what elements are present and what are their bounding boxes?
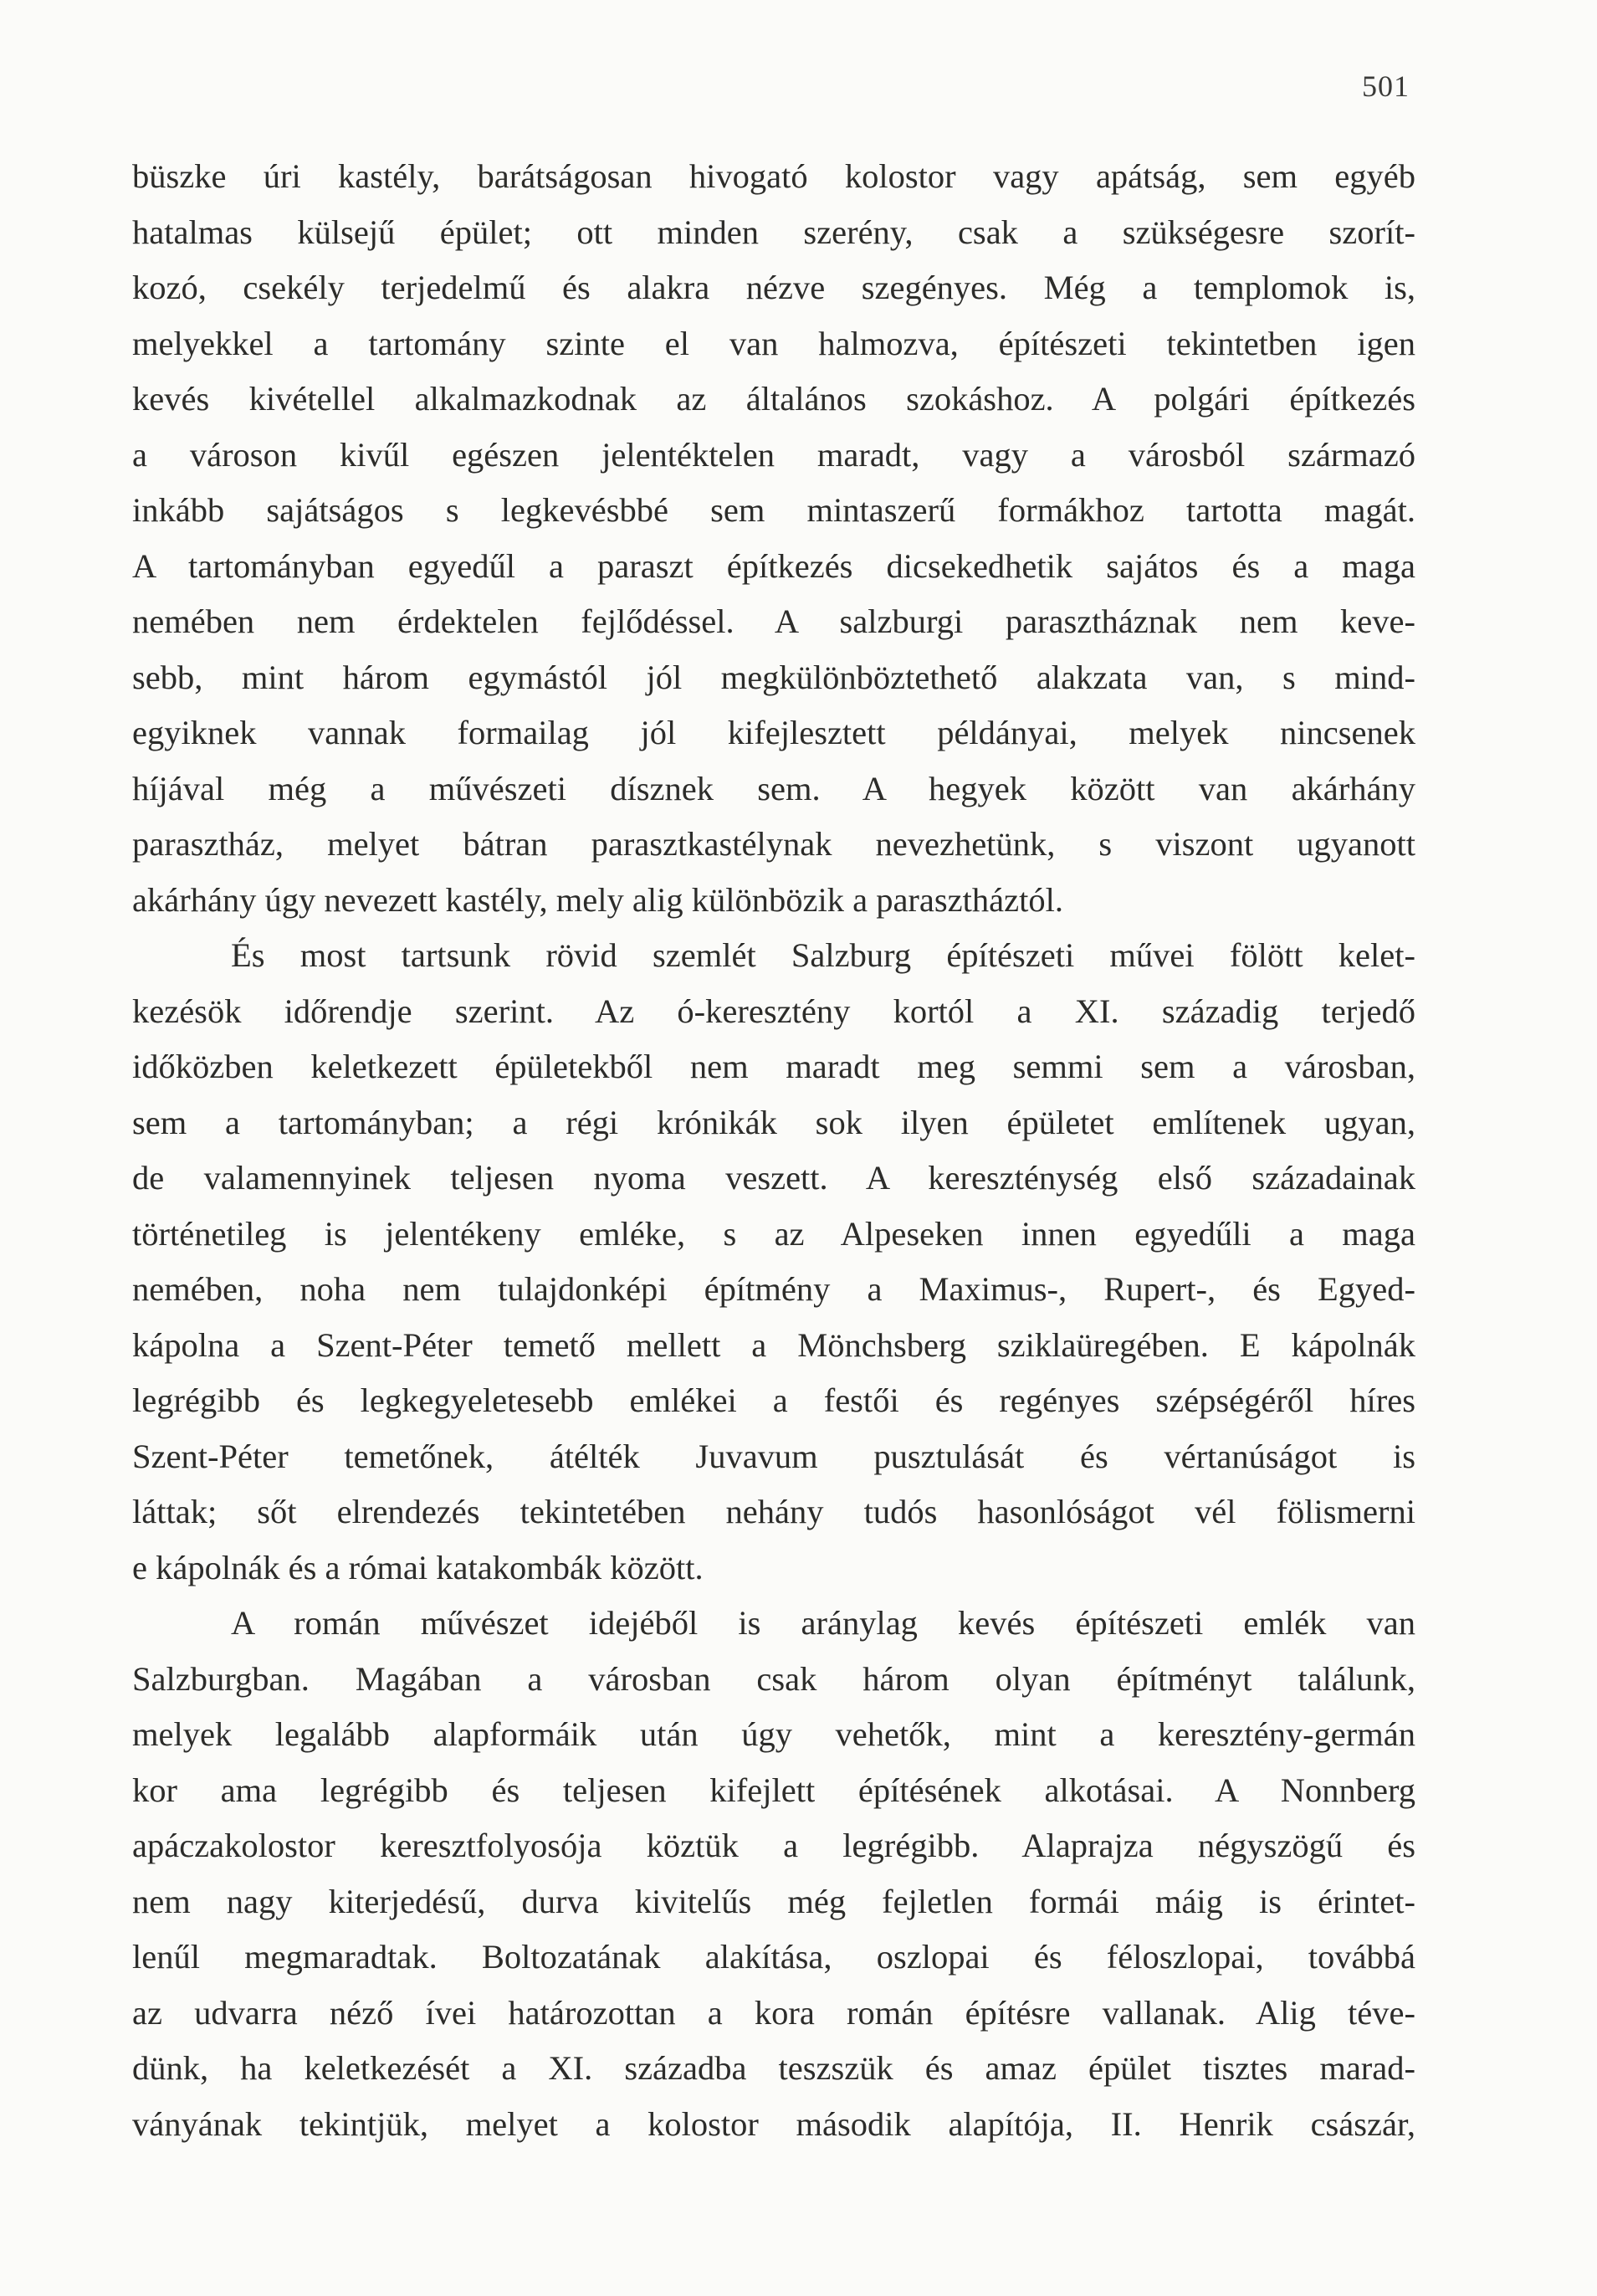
text-line: büszke úri kastély, barátságosan hivogató kolostor vagy apátság, sem egyéb	[132, 157, 1415, 195]
text-line: a városon kivűl egészen jelentéktelen maradt, vagy a városból származó	[132, 435, 1415, 474]
text-line: És most tartsunk rövid szemlét Salzburg építészeti művei fölött kelet-	[231, 936, 1415, 974]
text-line: nemében, noha nem tulajdonképi építmény a Maximus-, Rupert-, és Egyed-	[132, 1270, 1415, 1308]
text-line: időközben keletkezett épületekből nem maradt meg semmi sem a városban,	[132, 1048, 1415, 1085]
text-line: melyekkel a tartomány szinte el van halmozva, építészeti tekintetben igen	[132, 324, 1415, 362]
text-line: Salzburgban. Magában a városban csak három olyan építményt találunk,	[132, 1659, 1415, 1698]
text-line: hatalmas külsejű épület; ott minden szerény, csak a szükségesre szorít-	[132, 213, 1415, 251]
text-line: kevés kivétellel alkalmazkodnak az általános szokáshoz. A polgári építkezés	[132, 380, 1415, 418]
text-line: de valamennyinek teljesen nyoma veszett. A kereszténység első századainak	[132, 1159, 1415, 1197]
text-line: láttak; sőt elrendezés tekintetében nehány tudós hasonlóságot vél fölismerni	[132, 1493, 1415, 1530]
text-line: kozó, csekély terjedelmű és alakra nézve szegényes. Még a templomok is,	[132, 269, 1415, 306]
text-line: dünk, ha keletkezését a XI. századba teszszük és amaz épület tisztes marad-	[132, 2049, 1415, 2087]
text-line: lenűl megmaradtak. Boltozatának alakítása, oszlopai és féloszlopai, továbbá	[132, 1938, 1415, 1976]
text-line: akárhány úgy nevezett kastély, mely alig különbözik a parasztháztól.	[132, 880, 1063, 919]
text-line: sem a tartományban; a régi krónikák sok ilyen épületet említenek ugyan,	[132, 1103, 1415, 1141]
text-line: Szent-Péter temetőnek, átélték Juvavum pusztulását és vértanúságot is	[132, 1437, 1415, 1475]
text-line: e kápolnák és a római katakombák között.	[132, 1548, 704, 1586]
body-text	[132, 149, 1415, 2152]
text-line: híjával még a művészeti dísznek sem. A hegyek között van akárhány	[132, 769, 1415, 807]
text-line: legrégibb és legkegyeletesebb emlékei a festői és regényes szépségéről híres	[132, 1381, 1415, 1419]
text-line: nem nagy kiterjedésű, durva kivitelűs még fejletlen formái máig is érintet-	[132, 1882, 1415, 1920]
text-line: nemében nem érdektelen fejlődéssel. A salzburgi parasztháznak nem keve-	[132, 602, 1415, 640]
text-line: sebb, mint három egymástól jól megkülönböztethető alakzata van, s mind-	[132, 658, 1415, 696]
text-line: apáczakolostor keresztfolyosója köztük a legrégibb. Alaprajza négyszögű és	[132, 1827, 1415, 1864]
page-number: 501	[1362, 69, 1410, 103]
text-line: történetileg is jelentékeny emléke, s az Alpeseken innen egyedűli a maga	[132, 1214, 1415, 1253]
text-line: inkább sajátságos s legkevésbbé sem mintaszerű formákhoz tartotta magát.	[132, 491, 1415, 529]
text-line: kápolna a Szent-Péter temető mellett a Mönchsberg sziklaüregében. E kápolnák	[132, 1325, 1415, 1364]
text-line: kezésök időrendje szerint. Az ó-keresztény kortól a XI. századig terjedő	[132, 992, 1415, 1030]
text-line: A tartományban egyedűl a paraszt építkezés dicsekedhetik sajátos és a maga	[132, 546, 1415, 585]
text-line: melyek legalább alapformáik után úgy vehetők, mint a keresztény-germán	[132, 1715, 1415, 1753]
text-line: ványának tekintjük, melyet a kolostor második alapítója, II. Henrik császár,	[132, 2104, 1415, 2143]
text-line: parasztház, melyet bátran parasztkastélynak nevezhetünk, s viszont ugyanott	[132, 825, 1415, 863]
text-line: A román művészet idejéből is aránylag kevés építészeti emlék van	[231, 1604, 1415, 1642]
text-line: kor ama legrégibb és teljesen kifejlett építésének alkotásai. A Nonnberg	[132, 1771, 1415, 1809]
text-line: az udvarra néző ívei határozottan a kora román építésre vallanak. Alig téve-	[132, 1993, 1415, 2032]
text-line: egyiknek vannak formailag jól kifejlesztett példányai, melyek nincsenek	[132, 714, 1415, 751]
